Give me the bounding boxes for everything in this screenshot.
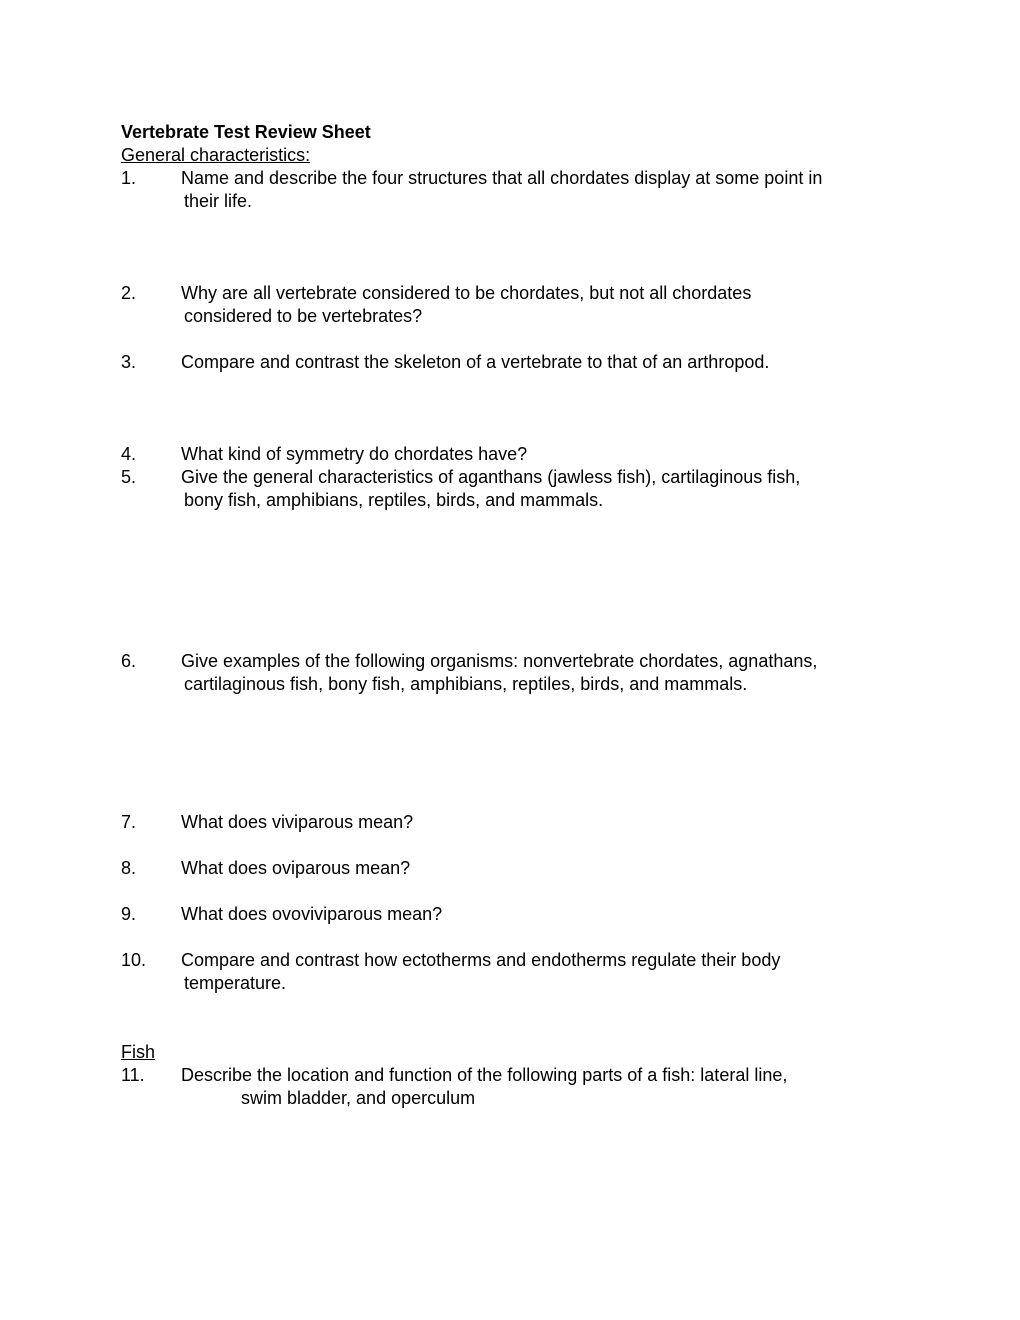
question-9 [121, 903, 911, 926]
question-text: What does ovoviviparous mean? [181, 904, 443, 924]
question-number: 4. [121, 444, 137, 464]
question-text: Compare and contrast the skeleton of a vertebrate to that of an arthropod. [181, 352, 770, 372]
question-text-continued: temperature. [184, 973, 287, 993]
question-number: 5. [121, 467, 137, 487]
question-7 [121, 811, 911, 834]
question-text: What does oviparous mean? [181, 858, 411, 878]
question-text-continued: considered to be vertebrates? [184, 306, 423, 326]
question-number: 3. [121, 352, 137, 372]
question-text-continued: swim bladder, and operculum [241, 1088, 476, 1108]
question-number: 6. [121, 651, 137, 671]
section-heading-general: General characteristics: [121, 145, 311, 165]
question-3 [121, 351, 911, 374]
question-text: Describe the location and function of the following parts of a fish: lateral line, [181, 1065, 788, 1085]
question-number: 8. [121, 858, 137, 878]
question-text: What kind of symmetry do chordates have? [181, 444, 528, 464]
question-number: 1. [121, 168, 137, 188]
question-text: Why are all vertebrate considered to be chordates, but not all chordates [181, 283, 752, 303]
question-text: Give examples of the following organisms: nonvertebrate chordates, agnathans, [181, 651, 818, 671]
section-heading-fish: Fish [121, 1042, 156, 1062]
question-4 [121, 443, 911, 466]
question-text: What does viviparous mean? [181, 812, 414, 832]
question-11 [121, 1064, 911, 1110]
question-text: Compare and contrast how ectotherms and endotherms regulate their body [181, 950, 781, 970]
page-title: Vertebrate Test Review Sheet [121, 122, 371, 142]
question-text: Give the general characteristics of aganthans (jawless fish), cartilaginous fish, [181, 467, 801, 487]
question-text: Name and describe the four structures that all chordates display at some point in [181, 168, 823, 188]
question-number: 10. [121, 950, 147, 970]
question-5 [121, 466, 911, 512]
question-10 [121, 949, 911, 995]
question-text-continued: bony fish, amphibians, reptiles, birds, and mammals. [184, 490, 604, 510]
question-6 [121, 650, 911, 696]
question-text-continued: their life. [184, 191, 253, 211]
question-number: 11. [121, 1065, 145, 1085]
question-number: 7. [121, 812, 137, 832]
question-text-continued: cartilaginous fish, bony fish, amphibians, reptiles, birds, and mammals. [184, 674, 748, 694]
question-8 [121, 857, 911, 880]
question-number: 2. [121, 283, 137, 303]
question-1 [121, 167, 911, 213]
question-2 [121, 282, 911, 328]
question-number: 9. [121, 904, 137, 924]
